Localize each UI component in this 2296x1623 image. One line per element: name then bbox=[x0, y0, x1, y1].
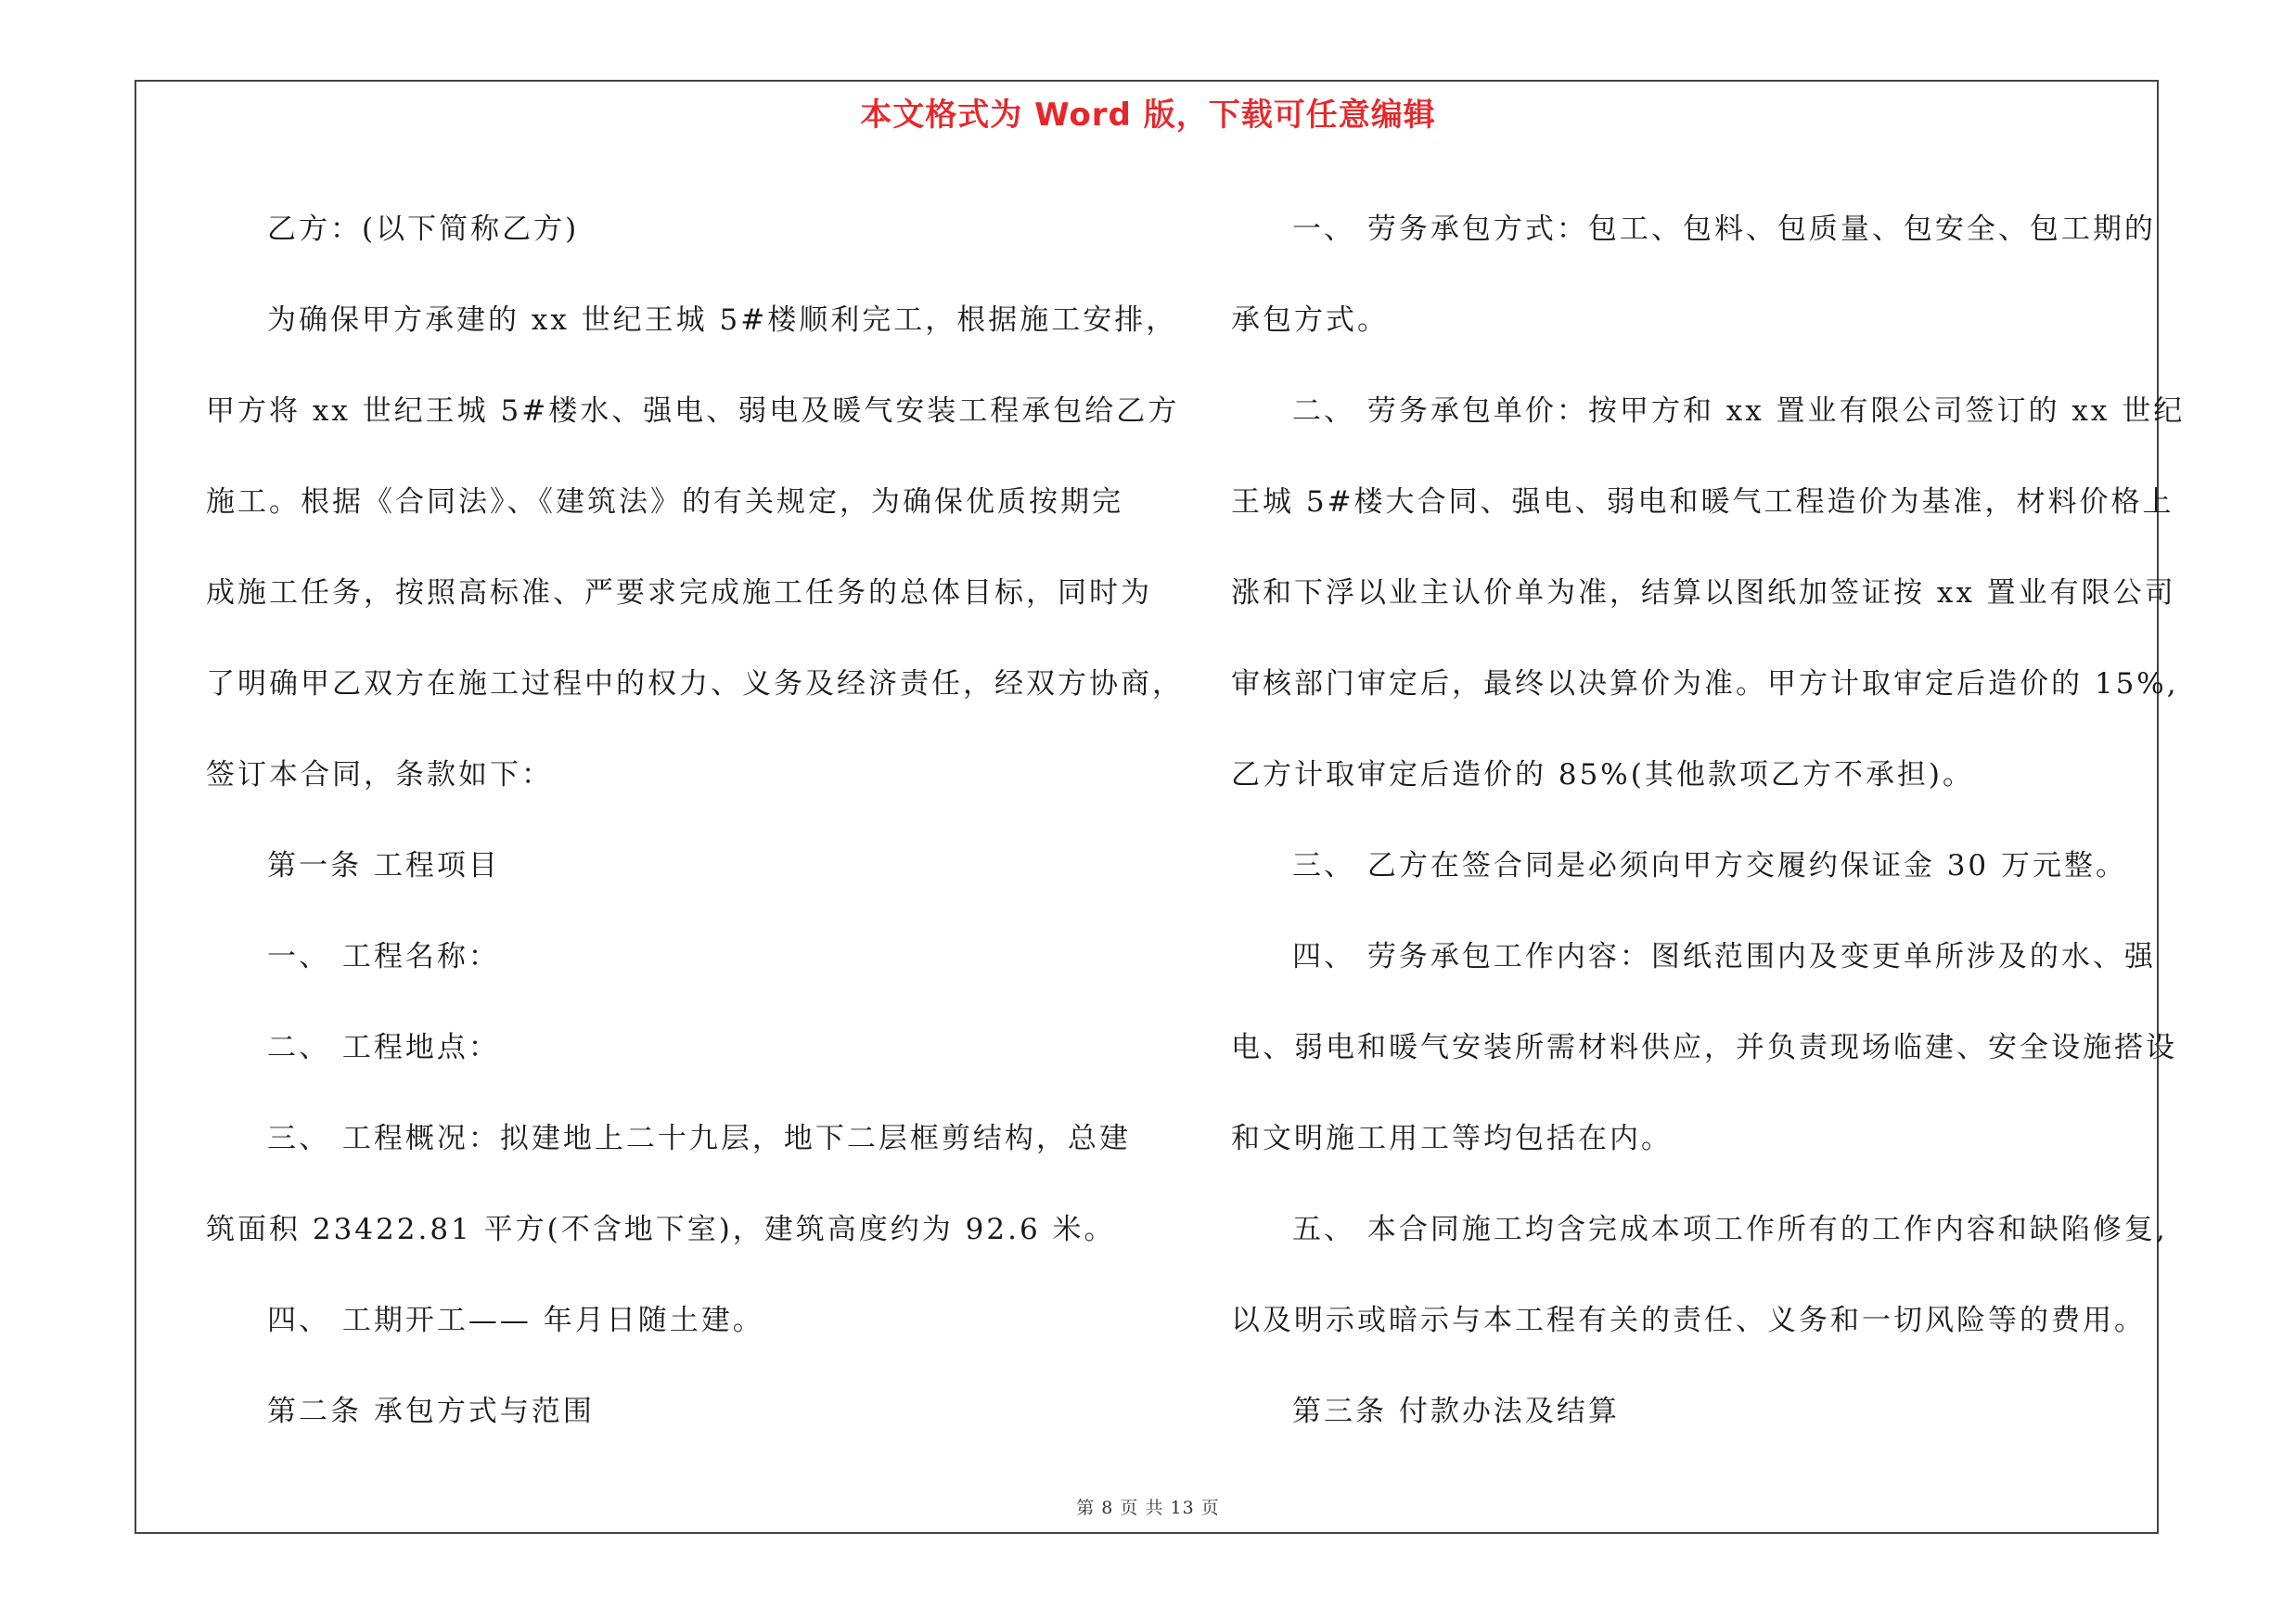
editable-notice-banner: 本文格式为 Word 版，下载可任意编辑 bbox=[860, 97, 1436, 134]
contract-paragraph-line: 一、 工程名称： bbox=[267, 940, 500, 973]
contract-paragraph-line: 乙方：(以下简称乙方) bbox=[267, 213, 580, 246]
contract-paragraph-line: 承包方式。 bbox=[1231, 303, 1389, 337]
right-column bbox=[1231, 184, 2186, 1457]
contract-paragraph-line: 施工。根据《合同法》、《建筑法》的有关规定，为确保优质按期完 bbox=[206, 485, 1123, 519]
contract-paragraph-line: 甲方将 xx 世纪王城 5#楼水、强电、弱电及暖气安装工程承包给乙方 bbox=[206, 394, 1180, 428]
contract-paragraph-line: 王城 5#楼大合同、强电、弱电和暖气工程造价为基准，材料价格上 bbox=[1231, 485, 2174, 519]
contract-paragraph-line: 以及明示或暗示与本工程有关的责任、义务和一切风险等的费用。 bbox=[1231, 1304, 2146, 1337]
contract-paragraph-line: 为确保甲方承建的 xx 世纪王城 5#楼顺利完工，根据施工安排， bbox=[267, 303, 1178, 337]
contract-paragraph-line: 审核部门审定后，最终以决算价为准。甲方计取审定后造价的 15%, bbox=[1231, 667, 2179, 701]
contract-paragraph-line: 四、 劳务承包工作内容：图纸范围内及变更单所涉及的水、强 bbox=[1292, 940, 2156, 973]
contract-paragraph-line: 第三条 付款办法及结算 bbox=[1292, 1395, 1620, 1428]
contract-paragraph-line: 成施工任务，按照高标准、严要求完成施工任务的总体目标，同时为 bbox=[206, 576, 1152, 610]
contract-paragraph-line: 一、 劳务承包方式：包工、包料、包质量、包安全、包工期的 bbox=[1292, 213, 2156, 246]
contract-paragraph-line: 二、 工程地点： bbox=[267, 1031, 500, 1064]
contract-paragraph-line: 了明确甲乙双方在施工过程中的权力、义务及经济责任，经双方协商， bbox=[206, 667, 1184, 701]
left-column bbox=[206, 184, 1184, 1457]
contract-paragraph-line: 筑面积 23422.81 平方(不含地下室)，建筑高度约为 92.6 米。 bbox=[206, 1213, 1116, 1246]
page-number-footer: 第 8 页 共 13 页 bbox=[1076, 1498, 1220, 1518]
contract-paragraph-line: 和文明施工用工等均包括在内。 bbox=[1231, 1122, 1673, 1155]
contract-paragraph-line: 第二条 承包方式与范围 bbox=[267, 1395, 595, 1428]
contract-paragraph-line: 电、弱电和暖气安装所需材料供应，并负责现场临建、安全设施搭设 bbox=[1231, 1031, 2177, 1064]
contract-paragraph-line: 乙方计取审定后造价的 85%(其他款项乙方不承担)。 bbox=[1231, 758, 1974, 792]
contract-paragraph-line: 五、 本合同施工均含完成本项工作所有的工作内容和缺陷修复, bbox=[1292, 1213, 2168, 1246]
contract-paragraph-line: 四、 工期开工—— 年月日随土建。 bbox=[267, 1304, 764, 1337]
contract-paragraph-line: 三、 工程概况：拟建地上二十九层，地下二层框剪结构，总建 bbox=[267, 1122, 1131, 1155]
contract-paragraph-line: 二、 劳务承包单价：按甲方和 xx 置业有限公司签订的 xx 世纪 bbox=[1292, 394, 2186, 428]
contract-paragraph-line: 签订本合同，条款如下： bbox=[206, 758, 553, 792]
contract-paragraph-line: 第一条 工程项目 bbox=[267, 849, 500, 882]
contract-paragraph-line: 涨和下浮以业主认价单为准，结算以图纸加签证按 xx 置业有限公司 bbox=[1231, 576, 2176, 610]
contract-paragraph-line: 三、 乙方在签合同是必须向甲方交履约保证金 30 万元整。 bbox=[1292, 849, 2128, 882]
